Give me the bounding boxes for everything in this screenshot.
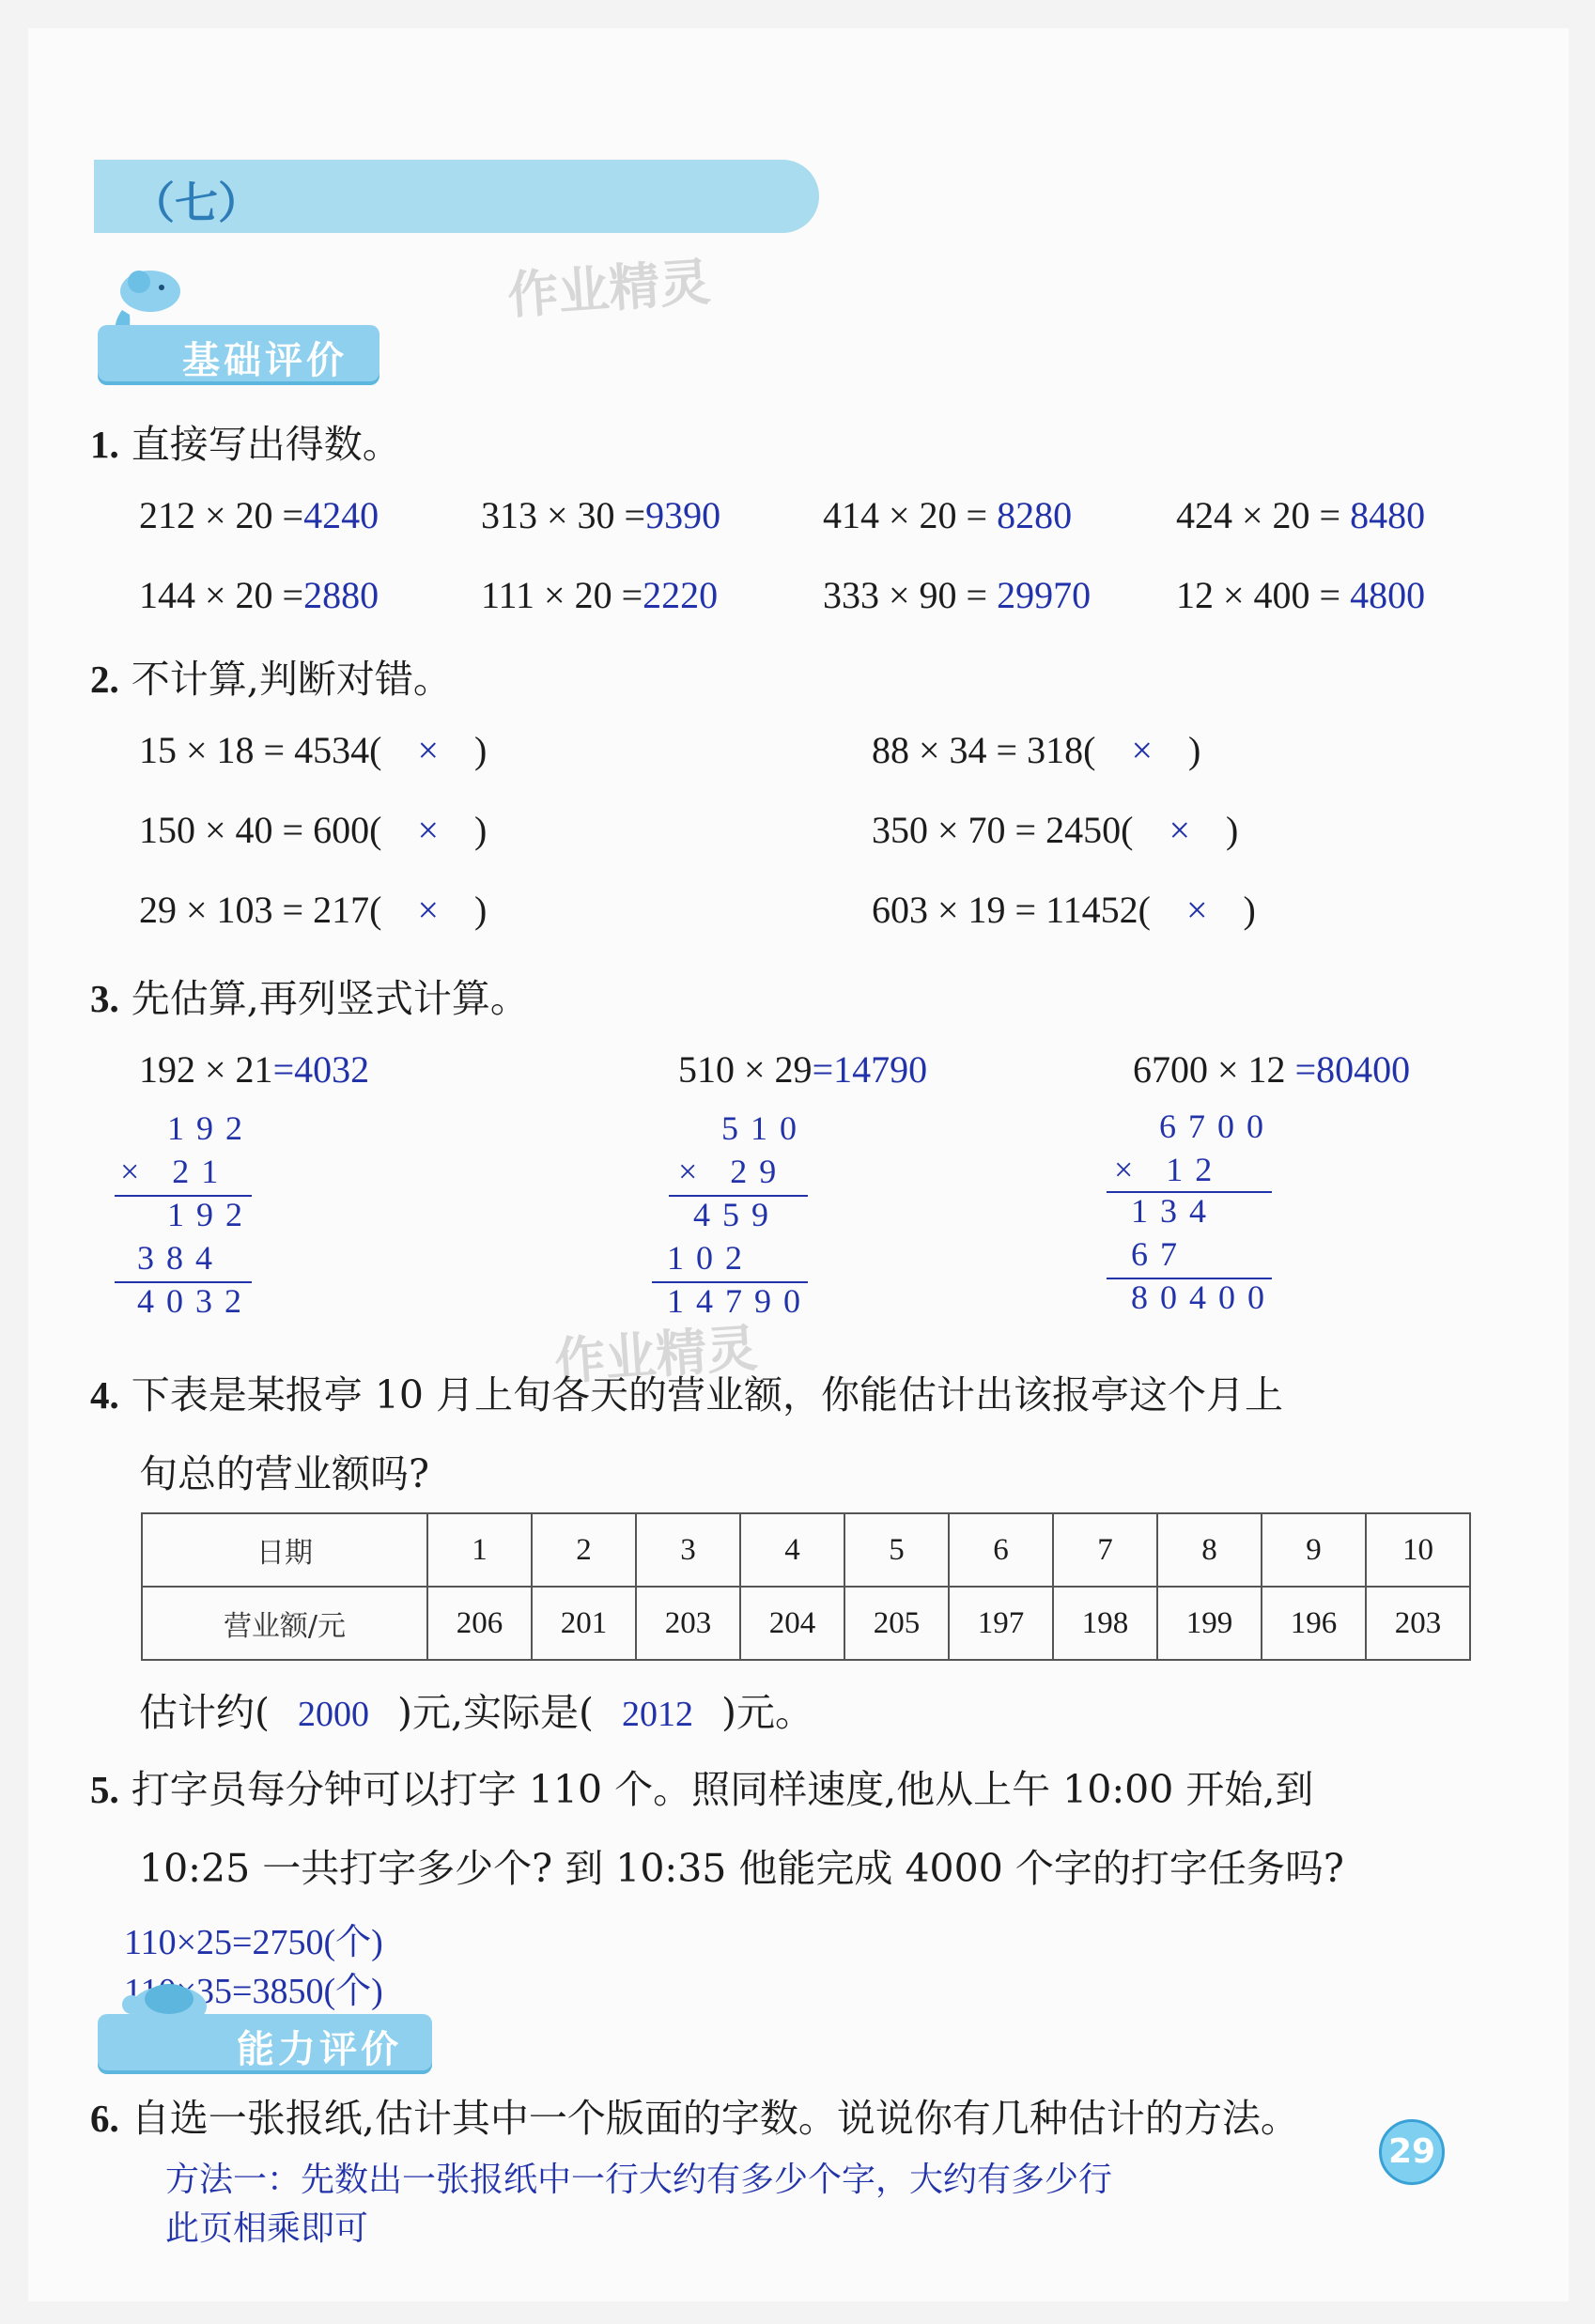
- q3-problem: 192 × 21=4032: [139, 1048, 370, 1091]
- q6-answer: 方法一：先数出一张报纸中一行大约有多少个字，大约有多少行: [165, 2161, 1113, 2199]
- question-2-title: [90, 648, 452, 704]
- table-cell: 205: [844, 1587, 949, 1660]
- question-1-title: [90, 413, 401, 469]
- table-cell: 198: [1053, 1587, 1157, 1660]
- question-number: 3.: [90, 977, 119, 1020]
- vertical-row: 4032: [137, 1282, 254, 1320]
- table-row: [142, 1513, 1470, 1587]
- table-cell: 8: [1157, 1513, 1262, 1587]
- table-cell: 5: [844, 1513, 949, 1587]
- vertical-row: 192: [167, 1196, 255, 1233]
- question-text-cont: 10:25 一共打字多少个? 到 10:35 他能完成 4000 个字的打字任务吗?: [139, 1846, 1344, 1891]
- table-row: [142, 1587, 1470, 1660]
- table-cell: 6: [949, 1513, 1053, 1587]
- question-number: 6.: [90, 2097, 119, 2140]
- question-number: 1.: [90, 423, 119, 466]
- q1-item: 144 × 20 =2880: [139, 574, 379, 616]
- vertical-row: × 12: [1114, 1151, 1225, 1188]
- question-number: 5.: [90, 1768, 119, 1811]
- table-cell: 3: [636, 1513, 740, 1587]
- question-6-text: [90, 2087, 1299, 2143]
- q6-answer-cut: [165, 2202, 368, 2215]
- ability-evaluation-tag: [98, 2014, 432, 2070]
- q4-answer-line: 估计约( 2000 )元,实际是( 2012 )元。: [139, 1690, 814, 1735]
- vertical-row: 134: [1131, 1192, 1218, 1230]
- section-title: （七）: [132, 178, 261, 228]
- question-text: 直接写出得数。: [131, 422, 401, 467]
- table-cell: 1: [427, 1513, 532, 1587]
- vertical-row: 192: [167, 1109, 255, 1147]
- question-4-text: [90, 1364, 1283, 1419]
- table-cell: 203: [1366, 1587, 1470, 1660]
- actual-answer: 2012: [622, 1695, 694, 1734]
- question-text: 自选一张报纸,估计其中一个版面的字数。说说你有几种估计的方法。: [131, 2096, 1299, 2141]
- ability-evaluation-label: 能力评价: [237, 2028, 402, 2071]
- q1-item: 12 × 400 = 4800: [1176, 574, 1426, 616]
- table-cell: 10: [1366, 1513, 1470, 1587]
- vertical-row: 384: [137, 1239, 225, 1277]
- table-header-date: 日期: [142, 1513, 427, 1587]
- question-text: 先估算,再列竖式计算。: [131, 976, 529, 1021]
- vertical-row: 67: [1131, 1235, 1189, 1273]
- q2-item: 350 × 70 = 2450( × ): [872, 809, 1239, 851]
- table-cell: 197: [949, 1587, 1053, 1660]
- page-number: 29: [1379, 2119, 1445, 2185]
- table-cell: 7: [1053, 1513, 1157, 1587]
- table-cell: 201: [532, 1587, 636, 1660]
- table-cell: 204: [740, 1587, 844, 1660]
- watermark: 作业精灵: [552, 1318, 760, 1392]
- table-cell: 9: [1262, 1513, 1366, 1587]
- basic-evaluation-label: 基础评价: [182, 339, 348, 382]
- q2-item: 15 × 18 = 4534( × ): [139, 729, 488, 771]
- vertical-row: × 29: [678, 1153, 789, 1190]
- table-cell: 199: [1157, 1587, 1262, 1660]
- table-cell: 203: [636, 1587, 740, 1660]
- question-text-cont: 旬总的营业额吗?: [139, 1451, 429, 1496]
- table-cell: 196: [1262, 1587, 1366, 1660]
- section-banner: [94, 160, 819, 233]
- q1-item: 424 × 20 = 8480: [1176, 494, 1426, 536]
- vertical-row: 6700: [1159, 1108, 1276, 1145]
- q3-problem: 510 × 29=14790: [678, 1048, 928, 1091]
- vertical-row: 459: [693, 1196, 781, 1233]
- question-number: 4.: [90, 1373, 119, 1417]
- vertical-row: × 21: [120, 1153, 231, 1190]
- q5-answer: 110×25=2750(个): [124, 1923, 383, 1962]
- q2-item: 603 × 19 = 11452( × ): [872, 889, 1256, 931]
- q3-problem: 6700 × 12 =80400: [1133, 1048, 1411, 1091]
- q1-item: 313 × 30 =9390: [481, 494, 721, 536]
- vertical-row: 102: [667, 1239, 754, 1277]
- q2-item: 29 × 103 = 217( × ): [139, 889, 488, 931]
- q1-item: 333 × 90 = 29970: [823, 574, 1092, 616]
- table-cell: 206: [427, 1587, 532, 1660]
- q1-item: 212 × 20 =4240: [139, 494, 379, 536]
- q1-item: 111 × 20 =2220: [481, 574, 719, 616]
- question-5-text: [90, 1758, 1313, 1814]
- table-cell: 2: [532, 1513, 636, 1587]
- vertical-row: 14790: [667, 1282, 813, 1320]
- watermark: 作业精灵: [505, 252, 713, 326]
- table-cell: 4: [740, 1513, 844, 1587]
- question-text: 不计算,判断对错。: [131, 657, 452, 702]
- q1-item: 414 × 20 = 8280: [823, 494, 1073, 536]
- table-header-amount: 营业额/元: [142, 1587, 427, 1660]
- sales-table: [141, 1512, 1471, 1661]
- estimate-answer: 2000: [298, 1695, 369, 1734]
- question-text: 下表是某报亭 10 月上旬各天的营业额，你能估计出该报亭这个月上: [131, 1372, 1284, 1418]
- vertical-row: 80400: [1131, 1278, 1277, 1316]
- vertical-row: 510: [721, 1109, 809, 1147]
- q2-item: 150 × 40 = 600( × ): [139, 809, 488, 851]
- q2-item: 88 × 34 = 318( × ): [872, 729, 1201, 771]
- question-text: 打字员每分钟可以打字 110 个。照同样速度,他从上午 10:00 开始,到: [131, 1767, 1314, 1812]
- question-number: 2.: [90, 658, 119, 701]
- question-3-title: [90, 968, 529, 1023]
- basic-evaluation-tag: [98, 325, 379, 381]
